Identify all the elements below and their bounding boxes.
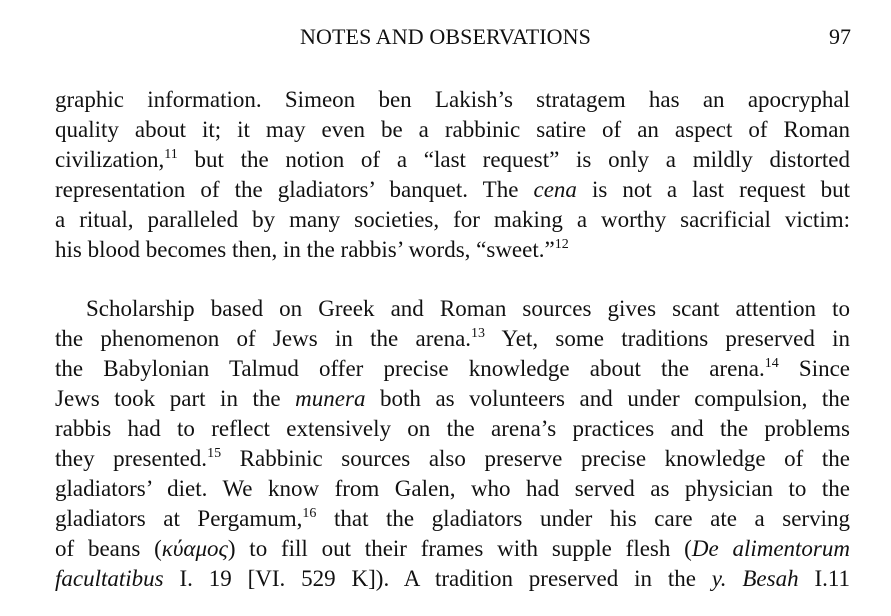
text-line: gladiators’ diet. We know from Galen, who had served as physician to the <box>55 476 850 501</box>
text-line: they presented.$^{15}$ Rabbinic sources also preserve precise knowledge of the <box>55 446 850 471</box>
running-head <box>0 22 891 52</box>
text-line: quality about it; it may even be a rabbinic satire of an aspect of Roman <box>55 117 850 142</box>
italic-title: facultatibus <box>55 566 164 591</box>
text-line: facultatibus I. 19 [VI. 529 K]). A tradition preserved in the y. Besah I.11 <box>55 566 850 591</box>
footnote-ref-13: 13 <box>471 326 486 341</box>
text-line: the phenomenon of Jews in the arena.$^{13}$ Yet, some traditions preserved in <box>55 326 851 351</box>
page-number: 97 <box>829 24 851 49</box>
footnote-ref-14: 14 <box>764 356 779 371</box>
text-line: representation of the gladiators’ banquet. The cena is not a last request but <box>55 177 850 202</box>
italic-abbrev: y. <box>711 566 727 591</box>
text-line: rabbis had to reflect extensively on the arena’s practices and the problems <box>55 416 850 441</box>
text-line: of beans (κύαμος) to fill out their frames with supple flesh (De alimentorum <box>55 536 850 561</box>
greek-word: κύαμος <box>161 536 228 561</box>
italic-term: cena <box>533 177 577 202</box>
text-line: civilization,$^{11}$ but the notion of a “last request” is only a mildly distorted <box>55 147 850 172</box>
footnote-ref-12: 12 <box>554 237 569 252</box>
text-line: his blood becomes then, in the rabbis’ words, “sweet.”$^{12}$ <box>55 237 569 262</box>
text-line: Jews took part in the munera both as volunteers and under compulsion, the <box>55 386 850 411</box>
footnote-ref-15: 15 <box>207 446 222 461</box>
running-title: NOTES AND OBSERVATIONS <box>300 24 591 49</box>
text-line: the Babylonian Talmud offer precise knowledge about the arena.$^{14}$ Since <box>55 356 850 381</box>
paragraph-1 <box>55 85 850 265</box>
italic-term: munera <box>295 386 366 411</box>
footnote-ref-16: 16 <box>302 506 317 521</box>
text-line: a ritual, paralleled by many societies, for making a worthy sacrificial victim: <box>55 207 850 232</box>
footnote-ref-11: 11 <box>164 147 178 162</box>
text-line: gladiators at Pergamum,$^{16}$ that the gladiators under his care ate a serving <box>55 506 850 531</box>
text-line: Scholarship based on Greek and Roman sources gives scant attention to <box>86 296 850 321</box>
italic-tractate: Besah <box>742 566 799 591</box>
italic-title: De alimentorum <box>691 536 850 561</box>
text-line: graphic information. Simeon ben Lakish’s stratagem has an apocryphal <box>55 87 850 112</box>
paragraph-2 <box>55 294 850 594</box>
